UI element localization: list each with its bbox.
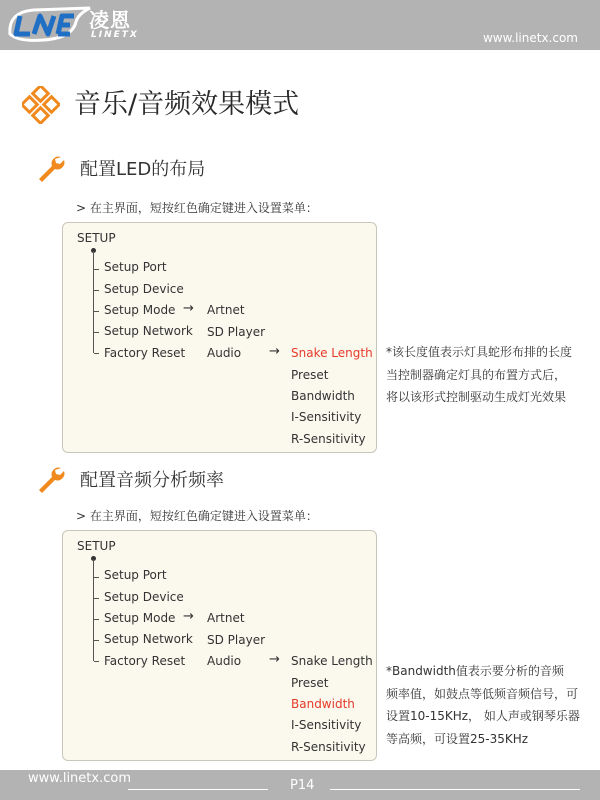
audio-option-r-sensitivity: R-Sensitivity xyxy=(291,432,366,446)
mode-option-sd-player: SD Player xyxy=(207,633,266,647)
mode-option-artnet: Artnet xyxy=(207,303,245,317)
note-line: 将以该形式控制驱动生成灯光效果 xyxy=(386,390,567,404)
note-line: 设置10-15KHz， 如人声或钢琴乐器 xyxy=(386,709,580,723)
audio-option-i-sensitivity: I-Sensitivity xyxy=(291,410,362,424)
note-line: *该长度值表示灯具蛇形布排的长度 xyxy=(386,345,573,359)
menu-root: SETUP xyxy=(77,231,116,245)
header-url: www.linetx.com xyxy=(482,31,578,45)
tree-trunk xyxy=(93,251,94,353)
audio-option-snake-length: Snake Length xyxy=(291,654,373,668)
audio-option-bandwidth: Bandwidth xyxy=(291,697,355,711)
arrow-glyph: → xyxy=(269,652,280,667)
audio-option-preset: Preset xyxy=(291,368,329,382)
footer-bar xyxy=(0,770,600,800)
header-bar xyxy=(0,0,600,50)
wrench-icon xyxy=(36,465,66,495)
menu-item-setup-device: Setup Device xyxy=(104,590,184,604)
section-2-instruction: > 在主界面，短按红色确定键进入设置菜单： xyxy=(76,509,318,523)
footer-url: www.linetx.com xyxy=(28,771,131,786)
logo-text-cn: 凌恩 xyxy=(89,8,131,32)
mode-option-audio: Audio xyxy=(207,654,242,668)
mode-option-sd-player: SD Player xyxy=(207,325,266,339)
footer-divider-left xyxy=(128,789,268,790)
menu-item-setup-port: Setup Port xyxy=(104,568,167,582)
tree-trunk xyxy=(93,559,94,661)
audio-option-preset: Preset xyxy=(291,676,329,690)
section-1-instruction: > 在主界面，短按红色确定键进入设置菜单： xyxy=(76,201,318,215)
menu-item-setup-device: Setup Device xyxy=(104,282,184,296)
menu-tree-panel-2 xyxy=(62,530,377,761)
note-line: 当控制器确定灯具的布置方式后， xyxy=(386,367,567,382)
menu-item-setup-network: Setup Network xyxy=(104,632,193,646)
menu-item-factory-reset: Factory Reset xyxy=(104,654,186,668)
arrow-glyph: → xyxy=(183,301,194,316)
footer-divider-right xyxy=(330,789,580,790)
mode-option-artnet: Artnet xyxy=(207,611,245,625)
audio-option-bandwidth: Bandwidth xyxy=(291,389,355,403)
menu-item-setup-mode: Setup Mode xyxy=(104,611,176,625)
mode-option-audio: Audio xyxy=(207,346,242,360)
menu-tree-panel-1 xyxy=(62,222,377,453)
note-line: 等高频，可设置25-35KHz xyxy=(386,731,529,746)
audio-option-snake-length: Snake Length xyxy=(291,346,373,360)
wrench-icon xyxy=(36,154,66,184)
page-title: 音乐/音频效果模式 xyxy=(74,89,300,120)
arrow-glyph: → xyxy=(269,344,280,359)
note-line: 频率值，如鼓点等低频音频信号，可 xyxy=(386,686,579,701)
arrow-glyph: → xyxy=(183,609,194,624)
diamond-cluster-icon xyxy=(22,86,60,124)
section-1-note xyxy=(386,341,572,409)
logo-text-en: LINETX xyxy=(91,30,139,40)
note-line: *Bandwidth值表示要分析的音频 xyxy=(386,664,564,678)
menu-item-setup-mode: Setup Mode xyxy=(104,303,176,317)
menu-item-setup-network: Setup Network xyxy=(104,324,193,338)
audio-option-r-sensitivity: R-Sensitivity xyxy=(291,740,366,754)
section-1-title: 配置LED的布局 xyxy=(80,159,206,180)
page-number: P14 xyxy=(290,778,315,793)
section-2-note xyxy=(386,660,580,750)
menu-root: SETUP xyxy=(77,539,116,553)
menu-item-setup-port: Setup Port xyxy=(104,260,167,274)
audio-option-i-sensitivity: I-Sensitivity xyxy=(291,718,362,732)
menu-item-factory-reset: Factory Reset xyxy=(104,346,186,360)
section-2-title: 配置音频分析频率 xyxy=(80,470,224,491)
